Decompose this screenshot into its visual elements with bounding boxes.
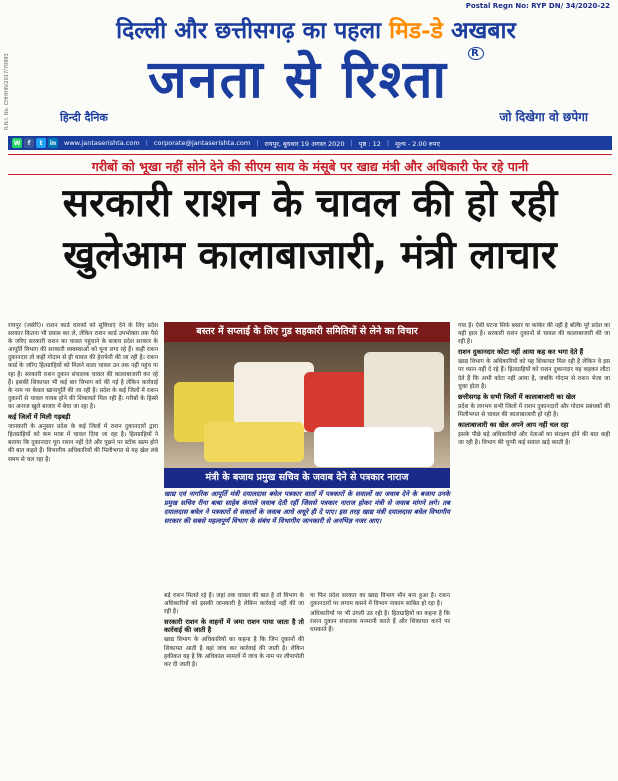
headline-line-1: सरकारी राशन के चावल की हो रही bbox=[62, 181, 558, 226]
photo-caption-bottom: मंत्री के बजाय प्रमुख सचिव के जवाब देने से पत्रकार नाराज bbox=[164, 468, 450, 488]
date-place: रायपुर, बुधवार 19 अगस्त 2020 bbox=[264, 139, 345, 148]
social-icons bbox=[12, 138, 58, 148]
column-text: रायपुर (जसेरि)। राशन कार्ड धारकों को सुविधाएं देने के लिए प्रदेश सरकार कितना भी प्रयास कर ले, लेकिन राशन कार्ड उपभोक्ता तक पैसे के जरिए सरकारी राशन का चावल पहुंचाने के बजाय प्रदेश सरकार के आपूर्ति विभाग की सरकारी व्यवस्थाओं को चूना लगा रहे हैं। कहीं राशन दुकानदार तो कहीं गोदाम से ही चावल की हेराफेरी की जा रही है। राशन कार्ड के जरिए हितग्राहियों को मिलने वाला चावल उन तक नहीं पहुंच पा रहा है। सरकारी राशन दुकान संचालक चावल की कालाबाजारी कर रहे हैं। इसकी शिकायत भी कई बार विभाग को की गई है लेकिन कार्रवाई के नाम पर केवल खानापूर्ति की जा रही है। प्रदेश के कई जिलों में राशन दुकानों से चावल गायब होने की शिकायतें मिल रही हैं। गरीबों के हिस्से का अनाज खुले बाजार में बेचा जा रहा है। bbox=[8, 323, 158, 410]
article-column-4 bbox=[458, 322, 610, 777]
divider bbox=[8, 154, 612, 155]
photo-caption-top: बस्तर में सप्लाई के लिए गुड सहकारी समितियों से लेने का विचार bbox=[164, 322, 450, 342]
column-text: या फिर प्रदेश सरकार का खाद्य विभाग मौन बना हुआ है। राशन दुकानदारों पर लगाम कसने में विभाग नाकाम साबित हो रहा है। bbox=[310, 593, 450, 608]
motto: जो दिखेगा वो छपेगा bbox=[499, 110, 588, 124]
column-subheading: कालाबाजारी का खेल अपने आप नहीं चल रहा bbox=[458, 421, 569, 430]
column-text: खाद्य विभाग के अधिकारियों का कहना है कि जिन दुकानों की शिकायत आती है वहां जांच कर कार्रवाई की जाती है। लेकिन हकीकत यह है कि अधिकांश मामलों में जांच के नाम पर लीपापोती कर दी जाती है। bbox=[164, 637, 304, 668]
price: मूल्य - 2.00 रुपए bbox=[395, 139, 440, 148]
center-highlight-text: खाद्य एवं नागरिक आपूर्ति मंत्री दयालदास बघेल पत्रकार वार्ता में पत्रकारों के सवालों का जवाब देने के बजाय उनके प्रमुख सचिव रीना बाबा साहेब कंगाले जवाब देती रहीं जिससे पत्रकार नाराज होकर मंत्री से जवाब मांगने लगे। तब दयालदास बघेल ने पत्रकारों से सवालों के जवाब आधे अधूरे ही दे पाए। इस तरह खाद्य मंत्री दयालदास बघेल विभागीय सरकार की सबसे महत्वपूर्ण विभाग के संबंध में विभागीय जानकारी से अनभिज्ञ नजर आए। bbox=[164, 490, 450, 525]
divider bbox=[8, 174, 612, 175]
edition-label: हिन्दी दैनिक bbox=[60, 111, 108, 124]
linkedin-icon[interactable]: in bbox=[49, 139, 57, 147]
side-registration: R.N.I. No. CHHHIN/2017/70993 bbox=[4, 53, 10, 130]
column-text: प्रदेश के लगभग सभी जिलों में राशन दुकानदारों और गोदाम प्रबंधकों की मिलीभगत से चावल की कालाबाजारी हो रही है। bbox=[458, 403, 610, 418]
column-text: इसके पीछे बड़े अधिकारियों और नेताओं का संरक्षण होने की बात कही जा रही है। विभाग की चुप्पी कई सवाल खड़े करती है। bbox=[458, 432, 610, 447]
column-subheading: कई जिलों में मिली गड़बड़ी bbox=[8, 413, 71, 422]
column-text: अधिकारियों पर भी उंगली उठ रही है। हितग्राहियों का कहना है कि राशन दुकान संचालक मनमानी करते हैं और शिकायत करने पर धमकाते हैं। bbox=[310, 611, 450, 634]
registered-mark: R bbox=[468, 47, 484, 60]
column-subheading: छत्तीसगढ़ के सभी जिलों में कालाबाजारी का खेल bbox=[458, 392, 576, 401]
tagline-end: अखबार bbox=[450, 17, 516, 44]
article-column-3 bbox=[310, 592, 450, 777]
masthead-tagline bbox=[20, 14, 612, 48]
column-text: बड़े राशन मिलते रहे हैं। जहां तक चावल की बात है तो विभाग के अधिकारियों को इसकी जानकारी है लेकिन कार्रवाई नहीं की जा रही है। bbox=[164, 593, 304, 616]
article-headline bbox=[8, 178, 612, 282]
tagline-start: दिल्ली और छत्तीसगढ़ का पहला bbox=[116, 17, 382, 44]
column-text: जानकारी के अनुसार प्रदेश के कई जिलों में राशन दुकानदारों द्वारा हितग्राहियों को कम मात्रा में चावल दिया जा रहा है। हितग्राहियों ने बताया कि दुकानदार पूरा राशन नहीं देते और पूछने पर स्टॉक खत्म होने की बात कहते हैं। विभागीय अधिकारियों की मिलीभगत से यह खेल लंबे समय से चल रहा है। bbox=[8, 424, 158, 463]
separator-icon: | bbox=[350, 139, 353, 147]
whatsapp-icon[interactable]: W bbox=[13, 139, 21, 147]
article-column-2 bbox=[164, 592, 304, 777]
article-column-1 bbox=[8, 322, 158, 777]
email-link[interactable]: corporate@jantaserishta.com bbox=[153, 139, 251, 147]
column-subheading: राशन दुकानदार कोटा नहीं आया कह कर भगा देते हैं bbox=[458, 348, 584, 357]
separator-icon: | bbox=[256, 139, 259, 147]
facebook-icon[interactable]: f bbox=[24, 138, 34, 148]
ration-bag bbox=[204, 422, 304, 462]
ration-bag bbox=[314, 427, 434, 467]
ration-bag bbox=[364, 352, 444, 432]
article-kicker: गरीबों को भूखा नहीं सोने देने की सीएम साय के मंसूबे पर खाद्य मंत्री और अधिकारी फेर रहे पानी bbox=[91, 159, 529, 174]
newspaper-brand bbox=[20, 46, 612, 114]
separator-icon: | bbox=[386, 139, 390, 147]
twitter-icon[interactable]: t bbox=[36, 138, 46, 148]
column-text: खाद्य विभाग के अधिकारियों को यह शिकायत मिल रही है लेकिन वे इस पर ध्यान नहीं दे रहे हैं। हितग्राहियों को राशन दुकानदार यह कहकर लौटा देते हैं कि अभी कोटा नहीं आया है, जबकि गोदाम से राशन भेजा जा चुका होता है। bbox=[458, 359, 610, 390]
brand-name: जनता से रिश्ता bbox=[148, 50, 449, 110]
headline-line-2: खुलेआम कालाबाजारी, मंत्री लाचार bbox=[63, 233, 557, 278]
website-link[interactable]: www.jantaserishta.com bbox=[64, 139, 140, 147]
info-bar bbox=[8, 136, 612, 150]
ration-bags-photo bbox=[164, 342, 450, 468]
separator-icon: | bbox=[145, 139, 148, 147]
page-number: पृष्ठ : 12 bbox=[358, 139, 381, 148]
postal-registration: Postal Regn No: RYP DN/ 34/2020-22 bbox=[465, 2, 610, 10]
column-text: गया है। ऐसी घटना सिर्फ बस्तर या कांकेर की नहीं है बल्कि पूरे प्रदेश का यही हाल है। सरकारी राशन दुकानों से चावल की कालाबाजारी की जा रही है। bbox=[458, 323, 610, 346]
column-subheading: सरकारी राशन के वाहनों में जमा राशन पाया जाता है तो कार्रवाई की जाती है bbox=[164, 618, 304, 635]
tagline-highlight: मिड-डे bbox=[389, 17, 443, 44]
